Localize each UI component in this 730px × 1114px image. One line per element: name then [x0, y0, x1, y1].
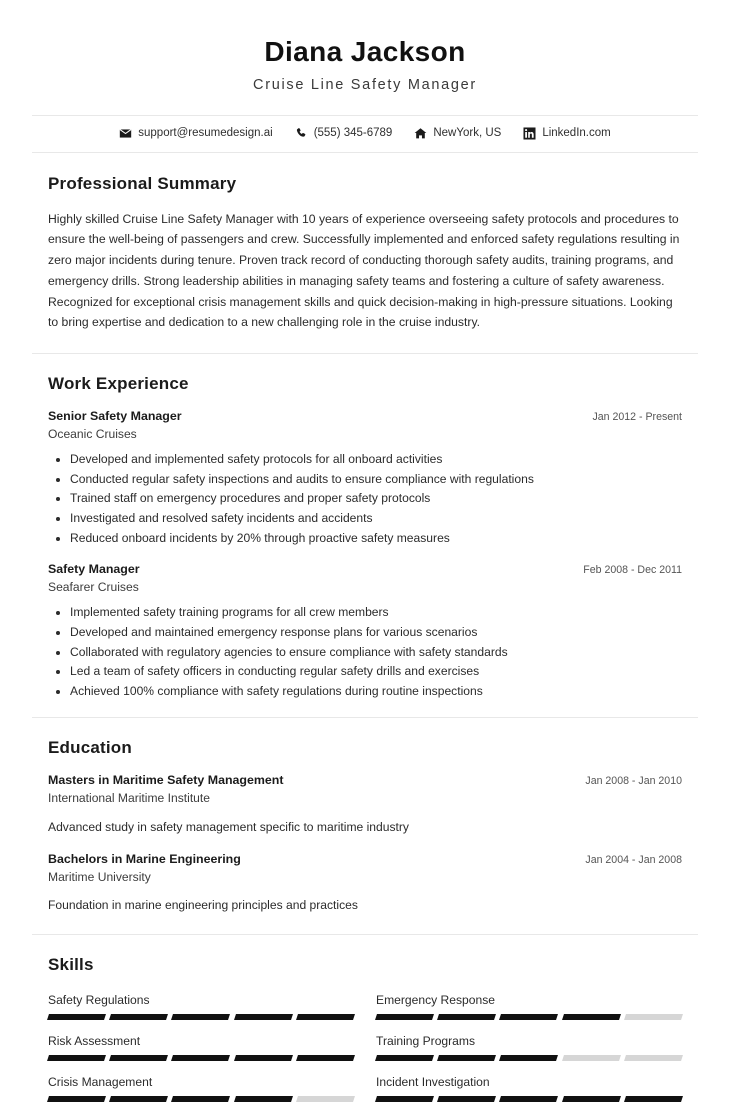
contact-location[interactable] [414, 127, 501, 140]
experience-org: Seafarer Cruises [48, 579, 139, 594]
education-entry [48, 851, 682, 916]
section-work-experience [0, 354, 730, 717]
skill-segment-filled [624, 1096, 683, 1102]
skill-segment-filled [499, 1014, 558, 1020]
skill-name: Incident Investigation [376, 1074, 490, 1089]
candidate-name: Diana Jackson [264, 36, 466, 67]
candidate-job-title: Cruise Line Safety Manager [253, 77, 477, 94]
summary-heading: Professional Summary [48, 173, 237, 193]
skill-item [48, 1032, 354, 1073]
experience-entry [48, 408, 682, 548]
contact-website[interactable] [523, 127, 610, 140]
skill-item [376, 1032, 682, 1073]
skill-segment-filled [437, 1096, 496, 1102]
resume-header [0, 0, 730, 115]
experience-bullet: • Collaborated with regulatory agencies to ensure compliance with safety standards [70, 643, 682, 663]
home-icon [414, 127, 427, 140]
skill-segment-filled [47, 1014, 106, 1020]
skill-segment-filled [234, 1055, 293, 1061]
skill-segment-filled [562, 1014, 621, 1020]
skill-segment-filled [562, 1096, 621, 1102]
education-entry-head [48, 772, 682, 789]
section-education [0, 718, 730, 933]
education-date: Jan 2004 - Jan 2008 [585, 853, 682, 866]
skill-level-bar [48, 1055, 354, 1061]
skill-level-bar [48, 1096, 354, 1102]
skill-item [376, 991, 682, 1032]
experience-bullet: • Investigated and resolved safety incidents and accidents [70, 509, 682, 529]
skill-segment-filled [375, 1014, 434, 1020]
education-degree: Bachelors in Marine Engineering [48, 851, 241, 866]
skill-segment-filled [296, 1014, 355, 1020]
skill-segment-filled [234, 1014, 293, 1020]
skill-item [376, 1073, 682, 1114]
phone-icon [295, 127, 308, 140]
education-entry [48, 772, 682, 837]
education-description: Advanced study in safety management specific to maritime industry [48, 819, 409, 834]
experience-date: Feb 2008 - Dec 2011 [583, 564, 682, 577]
experience-role: Safety Manager [48, 562, 140, 577]
experience-bullet: • Developed and implemented safety protocols for all onboard activities [70, 450, 682, 470]
skill-segment-filled [499, 1096, 558, 1102]
experience-bullet: • Led a team of safety officers in conducting regular safety drills and exercises [70, 662, 682, 682]
skill-segment-filled [109, 1096, 168, 1102]
summary-text: Highly skilled Cruise Line Safety Manager with 10 years of experience overseeing safety protocols and procedures to ensure the well-being of passengers and crew. Successfully implemented and enforced safety regulations resulting in zero major incidents during tenure. Proven track record of conducting thorough safety audits, training programs, and emergency drills. Strong leadership abilities in managing safety teams and fostering a culture of safety awareness. Recognized for exceptional crisis management skills and quick decision-making in high-pressure situations. Looking to bring expertise and dedication to a new challenging role in the cruise industry. [48, 211, 680, 330]
contact-phone[interactable] [295, 127, 393, 140]
experience-bullet: • Reduced onboard incidents by 20% through proactive safety measures [70, 529, 682, 549]
skill-segment-filled [171, 1096, 230, 1102]
section-skills [0, 935, 730, 1114]
education-degree: Masters in Maritime Safety Management [48, 773, 284, 788]
experience-entry-head [48, 561, 682, 578]
education-heading: Education [48, 738, 132, 758]
skill-segment-empty [296, 1096, 355, 1102]
skill-segment-filled [375, 1055, 434, 1061]
skill-segment-filled [47, 1055, 106, 1061]
education-school: International Maritime Institute [48, 791, 210, 806]
contact-location-text: NewYork, US [433, 127, 502, 140]
education-entries [48, 772, 682, 915]
experience-bullets [48, 603, 682, 701]
experience-entry [48, 561, 682, 701]
experience-bullets [48, 450, 682, 548]
skill-segment-filled [499, 1055, 558, 1061]
skill-segment-filled [375, 1096, 434, 1102]
skill-segment-filled [437, 1014, 496, 1020]
contact-email[interactable] [119, 127, 272, 140]
skill-item [48, 991, 354, 1032]
experience-bullet: • Conducted regular safety inspections and audits to ensure compliance with regulations [70, 470, 682, 490]
skill-segment-empty [624, 1014, 683, 1020]
skill-name: Training Programs [376, 1033, 476, 1048]
contact-website-text: LinkedIn.com [542, 127, 611, 140]
experience-bullet: • Implemented safety training programs for all crew members [70, 603, 682, 623]
skill-segment-filled [234, 1096, 293, 1102]
linkedin-icon [523, 127, 536, 140]
experience-org: Oceanic Cruises [48, 426, 137, 441]
contact-bar [0, 116, 730, 152]
experience-entries [48, 408, 682, 701]
skill-name: Emergency Response [376, 992, 495, 1007]
experience-bullet: • Achieved 100% compliance with safety regulations during routine inspections [70, 682, 682, 702]
experience-entry-head [48, 408, 682, 425]
skill-level-bar [376, 1055, 682, 1061]
contact-email-text: support@resumedesign.ai [138, 127, 273, 140]
skill-segment-filled [171, 1014, 230, 1020]
education-date: Jan 2008 - Jan 2010 [585, 775, 682, 788]
experience-bullet: • Trained staff on emergency procedures and proper safety protocols [70, 489, 682, 509]
contact-phone-text: (555) 345-6789 [313, 127, 393, 140]
education-school: Maritime University [48, 869, 151, 884]
experience-date: Jan 2012 - Present [592, 410, 682, 423]
education-description: Foundation in marine engineering principles and practices [48, 898, 358, 913]
skill-segment-filled [47, 1096, 106, 1102]
skill-segment-empty [624, 1055, 683, 1061]
skill-name: Risk Assessment [48, 1033, 141, 1048]
skill-name: Safety Regulations [48, 992, 150, 1007]
skill-level-bar [48, 1014, 354, 1020]
skill-segment-filled [437, 1055, 496, 1061]
skills-grid [48, 991, 682, 1114]
skill-level-bar [376, 1096, 682, 1102]
section-professional-summary [0, 153, 730, 353]
skill-level-bar [376, 1014, 682, 1020]
skill-segment-filled [171, 1055, 230, 1061]
skill-segment-filled [296, 1055, 355, 1061]
skill-segment-filled [109, 1055, 168, 1061]
skill-item [48, 1073, 354, 1114]
skills-heading: Skills [48, 954, 94, 974]
experience-heading: Work Experience [48, 373, 189, 393]
skill-segment-filled [109, 1014, 168, 1020]
envelope-icon [119, 127, 132, 140]
experience-bullet: • Developed and maintained emergency response plans for various scenarios [70, 623, 682, 643]
experience-role: Senior Safety Manager [48, 408, 182, 423]
skill-segment-empty [562, 1055, 621, 1061]
education-entry-head [48, 851, 682, 868]
skill-name: Crisis Management [48, 1074, 153, 1089]
